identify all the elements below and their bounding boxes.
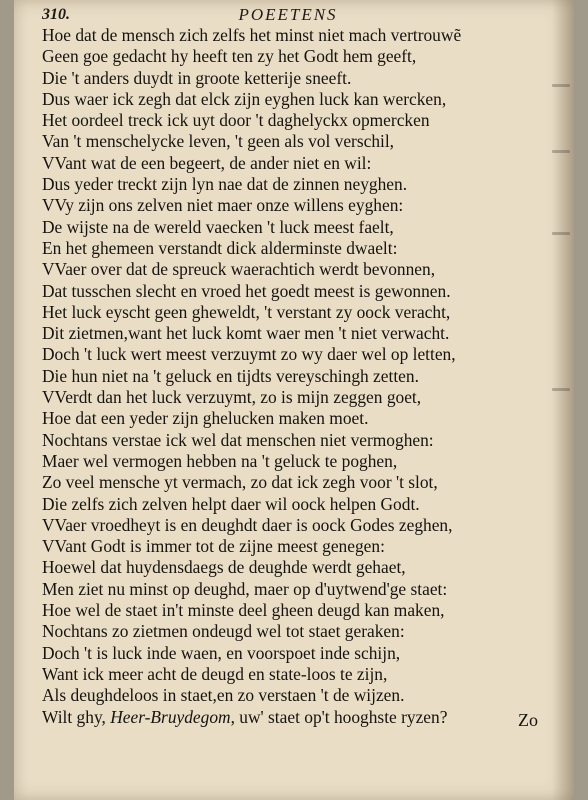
text-line: De wijste na de wereld vaecken 't luck meest faelt,	[42, 216, 394, 237]
text-line: Van 't menschelycke leven, 't geen als vol verschil,	[42, 131, 395, 152]
text-line: VVant wat de een begeert, de ander niet en wil:	[42, 152, 372, 173]
catchword: Zo	[518, 710, 538, 730]
poem-text	[42, 25, 562, 728]
text-line: VVant Godt is immer tot de zijne meest genegen:	[42, 536, 385, 557]
text-line: Die zelfs zich zelven helpt daer wil oock helpen Godt.	[42, 493, 420, 514]
text-line: Hoe dat de mensch zich zelfs het minst niet mach vertrouwẽ	[42, 25, 462, 45]
text-line: Doch 't is luck inde waen, en voorspoet inde schijn,	[42, 642, 401, 663]
text-line: Hoe dat een yeder zijn ghelucken maken moet.	[42, 408, 369, 429]
text-line: Dus yeder treckt zijn lyn nae dat de zinnen neyghen.	[42, 174, 408, 195]
text-line: Hoewel dat huydensdaegs de deughde werdt gehaet,	[42, 557, 406, 578]
text-line: Als deughdeloos in staet,en zo verstaen 't de wijzen.	[42, 685, 405, 706]
italic-name: Heer-Bruydegom	[110, 706, 231, 727]
text-line: VVy zijn ons zelven niet maer onze willens eyghen:	[42, 195, 404, 216]
text-line: Doch 't luck wert meest verzuymt zo wy daer wel op letten,	[42, 344, 456, 365]
text-line	[42, 707, 562, 728]
text-line: Die 't anders duydt in groote ketterije sneeft.	[42, 67, 352, 88]
text-line: Dit zietmen,want het luck komt waer men 't niet verwacht.	[42, 323, 450, 344]
text-line: Maer wel vermogen hebben na 't geluck te poghen,	[42, 450, 398, 471]
text-line: Het luck eyscht geen gheweldt, 't verstant zy oock veracht,	[42, 301, 451, 322]
text-line: VVerdt dan het luck verzuymt, zo is mijn zeggen goet,	[42, 387, 422, 408]
text-line: Het oordeel treck ick uyt door 't daghelyckx opmercken	[42, 110, 430, 131]
line-segment: , uw' staet op't hooghste ryzen?	[230, 706, 448, 727]
text-line: Want ick meer acht de deugd en state-loos te zijn,	[42, 663, 388, 684]
text-line: Dus waer ick zegh dat elck zijn eyghen luck kan wercken,	[42, 88, 447, 109]
text-line: Die hun niet na 't geluck en tijdts vereyschingh zetten.	[42, 365, 419, 386]
line-segment: Wilt ghy,	[42, 706, 111, 727]
text-line: Geen goe gedacht hy heeft ten zy het Godt hem geeft,	[42, 46, 417, 67]
text-line: VVaer vroedheyt is en deughdt daer is oock Godes zeghen,	[42, 514, 453, 535]
text-line: En het ghemeen verstandt dick alderminste dwaelt:	[42, 237, 398, 258]
text-line: Zo veel mensche yt vermach, zo dat ick zegh voor 't slot,	[42, 472, 438, 493]
text-line: Nochtans zo zietmen ondeugd wel tot staet geraken:	[42, 621, 405, 642]
text-line: Nochtans verstae ick wel dat menschen niet vermoghen:	[42, 429, 434, 450]
text-line: Men ziet nu minst op deughd, maer op d'uytwend'ge staet:	[42, 578, 448, 599]
text-line: Dat tusschen slecht en vroed het goedt meest is gewonnen.	[42, 280, 451, 301]
text-line: Hoe wel de staet in't minste deel gheen deugd kan maken,	[42, 600, 445, 621]
text-line: VVaer over dat de spreuck waerachtich werdt bevonnen,	[42, 259, 436, 280]
page-number: 310.	[42, 6, 70, 23]
page-header	[28, 4, 548, 24]
running-head: POEETENS	[238, 5, 338, 24]
